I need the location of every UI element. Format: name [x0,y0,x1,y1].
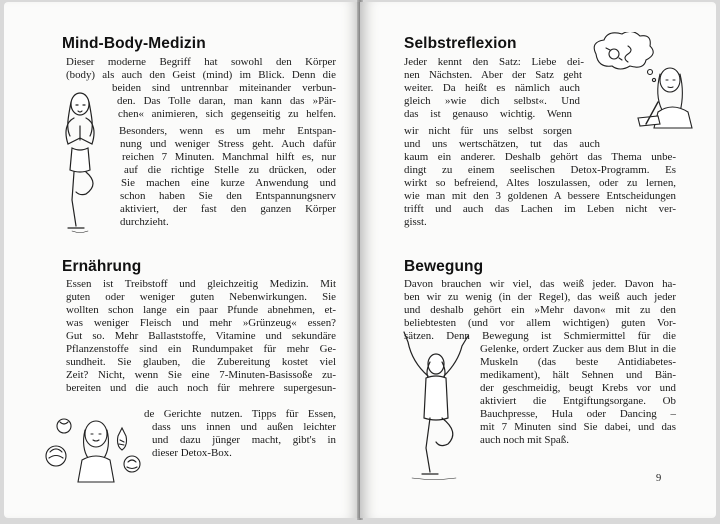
text-line: kaum ein anderer. Deshalb gehört das Thema unbe- [404,151,676,163]
text-line: Besonders, wenn es um mehr Entspan- [119,125,336,137]
text-line: medikament), hält Sehnen und Bän- [480,369,676,381]
text-line: das ist genauso wichtig. Wenn [404,108,572,120]
text-line: Essen ist Treibstoff und gleichzeitig Medizin. Mit [66,278,336,290]
text-line: beliebtesten (und vor allem wichtigen) guten Vor- [404,317,676,329]
text-line: schon haben Sie den Entspannungsnerv [120,190,336,202]
text-line: wollten schon lange ein paar Pfunde abnehmen, et- [66,304,336,316]
text-line: gleich »wie dich selbst«. Und [404,95,580,107]
text-line: trifft und auch das Lachen im Leben nicht ver- [404,203,676,215]
text-line: gisst. [404,216,427,228]
text-line: Zeit? Nicht, wenn Sie eine 7-Minuten-Basissoße zu- [66,369,336,381]
section-title-ernaehrung: Ernährung [62,258,142,275]
text-line: Dieser moderne Begriff hat sowohl den Körper [66,56,336,68]
text-line: und uns wertschätzen, tut das auch [404,138,600,150]
page-number: 9 [656,473,662,484]
text-line: den. Das Tolle daran, man kann das »Pär- [117,95,336,107]
dancing-woman-illustration [396,328,480,480]
text-line: Sie machen eine kurze Anwendung und [121,177,336,189]
text-line: wir nicht für uns selbst sorgen [404,125,572,137]
text-line: was weniger Fleisch und mehr »Grünzeug« essen? [66,317,336,329]
text-line: reichen 7 Minuten. Manchmal hilft es, nur [122,151,336,163]
text-line: der geschmeidig, beugt Krebs vor und [480,382,676,394]
text-line: dingt zu einem seelischen Detox-Programm. Es [404,164,676,176]
text-line: auf die richtige Stelle zu drücken, oder [124,164,336,176]
text-line: wie man mit den 3 goldenen A bessere Entscheidungen [404,190,676,202]
text-line: dass uns innen und außen leichter [152,421,336,433]
text-line: aktiviert die Entgiftungsorgane. Ob [480,395,676,407]
section-title-bewegung: Bewegung [404,258,484,275]
text-line: beiden sind untrennbar miteinander verbun- [112,82,336,94]
yoga-woman-illustration [50,88,112,236]
woman-with-vegetables-illustration [44,412,144,484]
text-line: nung und weniger Stress geht. Auch dafür [120,138,336,150]
text-line: ben wir zu wenig (in der Regel), das weiß auch jeder [404,291,676,303]
text-line: chen« animieren, sich gegenseitig zu helfen. [118,108,336,120]
thinking-woman-illustration [588,32,700,130]
text-line: de Gerichte nutzen. Tipps für Essen, [144,408,336,420]
text-line: aktiviert, der fast den ganzen Körper [120,203,336,215]
text-line: Gelenke, ordert Zucker aus dem Blut in die [480,343,676,355]
text-line: sätzen. Denn Bewegung ist Schmiermittel für die [404,330,676,342]
text-line: weiter. Da heißt es nämlich auch [404,82,580,94]
text-line: dieser Detox-Box. [152,447,232,459]
text-line: Jeder kennt den Satz: Liebe dei- [404,56,584,68]
text-line: Davon brauchen wir viel, das weiß jeder. Davon ha- [404,278,676,290]
text-line: sundheit. Sie glauben, die Zubereitung kostet viel [66,356,336,368]
text-line: und deshalb gehört ein »Mehr davon« mit zu den [404,304,676,316]
text-line: (body) als auch den Geist (mind) im Blick. Denn die [66,69,336,81]
right-page [360,2,716,518]
text-line: Pflanzenstoffe sind ein Rundumpaket für mehr Ge- [66,343,336,355]
text-line: Gut so. Mehr Ballaststoffe, Vitamine und sekundäre [66,330,336,342]
text-line: wirkt so befreiend, Altes loszulassen, oder zu lernen, [404,177,676,189]
text-line: bereiten und die auch noch für mehrere supergesun- [66,382,336,394]
text-line: Bauchpresse, Hula oder Dancing – [480,408,676,420]
section-title-mind-body: Mind-Body-Medizin [62,35,206,52]
open-book [4,0,716,520]
text-line: nen Nächsten. Aber der Satz geht [404,69,582,81]
text-line: auch noch mit Spaß. [480,434,569,446]
text-line: mit 7 Minuten sind Sie dabei, und das [480,421,676,433]
section-title-selbstreflexion: Selbstreflexion [404,35,517,52]
text-line: Muskeln (das beste Antidiabetes- [480,356,676,368]
left-page [4,2,360,518]
text-line: guten oder weniger guten Nebenwirkungen. Sie [66,291,336,303]
text-line: und dazu jünger macht, gibt's in [152,434,336,446]
text-line: durchzieht. [120,216,169,228]
